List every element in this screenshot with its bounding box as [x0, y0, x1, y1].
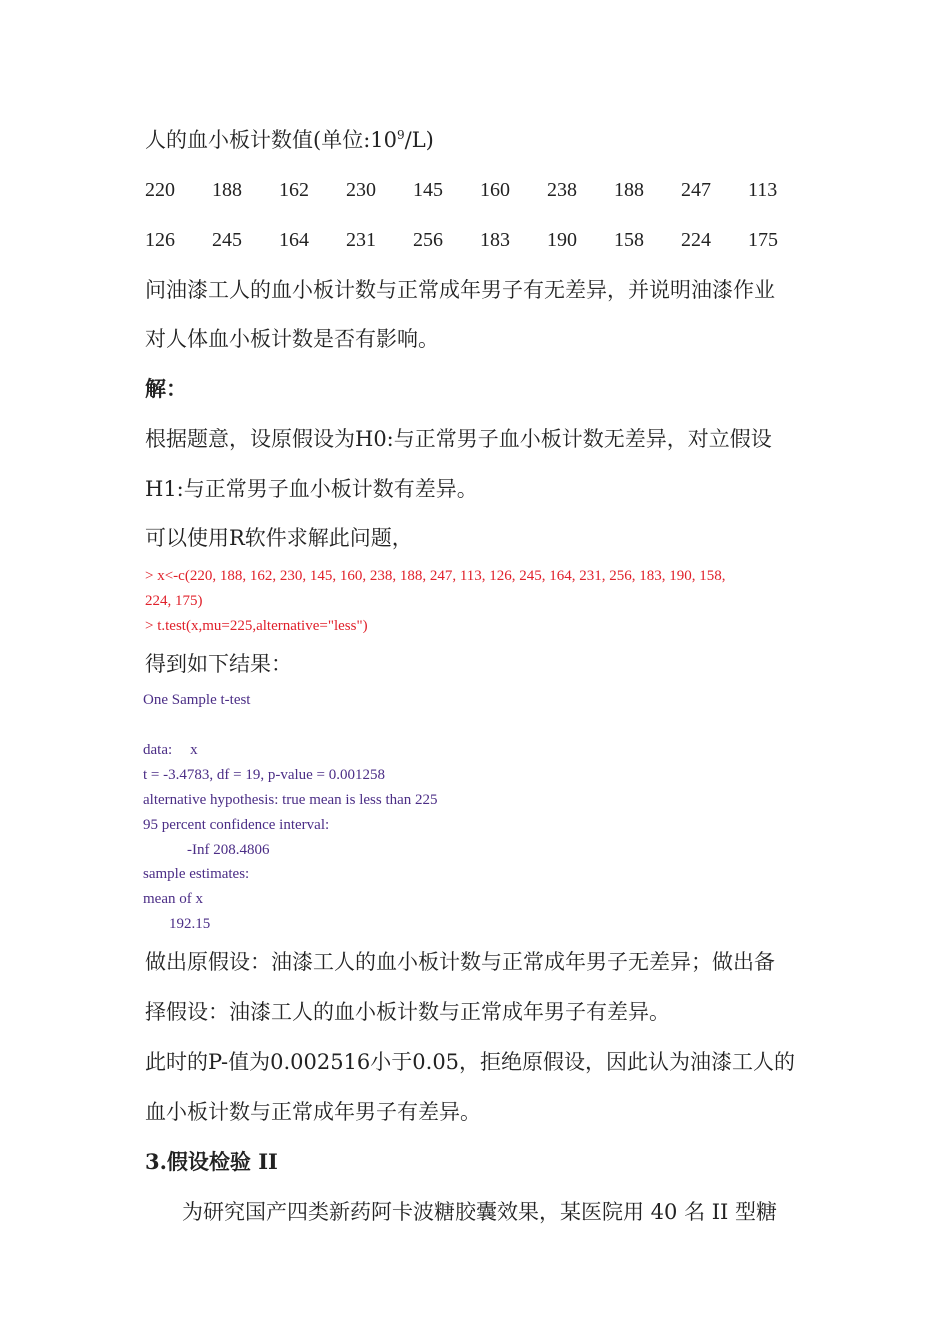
- output-alternative: alternative hypothesis: true mean is less than 225: [143, 792, 438, 808]
- output-estimates-label: sample estimates:: [143, 866, 250, 882]
- output-data-value: x: [190, 742, 198, 758]
- conclusion-line-1: 做出原假设：油漆工人的血小板计数与正常成年男子无差异；做出备: [145, 950, 775, 974]
- hypothesis-line-1: 根据题意，设原假设为H0:与正常男子血小板计数无差异，对立假设: [145, 427, 772, 451]
- output-mean-label: mean of x: [143, 891, 203, 907]
- platelet-value: 162: [279, 179, 309, 201]
- output-ci-values: -Inf 208.4806: [187, 842, 270, 858]
- solution-heading: 解：: [145, 376, 187, 401]
- platelet-value: 190: [547, 229, 577, 251]
- platelet-value: 247: [681, 179, 711, 201]
- platelet-value: 245: [212, 229, 242, 251]
- platelet-value: 188: [212, 179, 242, 201]
- output-stats: t = -3.4783, df = 19, p-value = 0.001258: [143, 767, 386, 783]
- platelet-value: 230: [346, 179, 376, 201]
- platelet-value: 164: [279, 229, 309, 251]
- conclusion-line-3: 此时的P-值为0.002516小于0.05，拒绝原假设，因此认为油漆工人的: [145, 1050, 796, 1074]
- output-mean-value: 192.15: [169, 916, 211, 932]
- output-ci-label: 95 percent confidence interval:: [143, 817, 330, 833]
- code-line-3: > t.test(x,mu=225,alternative="less"): [145, 618, 368, 634]
- platelet-value: 256: [413, 229, 443, 251]
- platelet-value: 145: [413, 179, 443, 201]
- intro-line: [145, 126, 434, 154]
- platelet-value: 188: [614, 179, 644, 201]
- platelet-value: 175: [748, 229, 778, 251]
- output-title: One Sample t-test: [143, 692, 251, 708]
- intro-prefix: 人的血小板计数值(单位:10: [145, 128, 397, 152]
- question-line-1: 问油漆工人的血小板计数与正常成年男子有无差异，并说明油漆作业: [145, 278, 775, 302]
- code-line-1: > x<-c(220, 188, 162, 230, 145, 160, 238, 188, 247, 113, 126, 245, 164, 231, 256, 183, 190, 158,: [145, 568, 726, 584]
- conclusion-line-4: 血小板计数与正常成年男子有差异。: [145, 1100, 481, 1124]
- conclusion-line-2: 择假设：油漆工人的血小板计数与正常成年男子有差异。: [145, 1000, 670, 1024]
- code-line-2: 224, 175): [145, 593, 203, 609]
- intro-exponent: 9: [397, 128, 405, 142]
- hypothesis-line-2: H1:与正常男子血小板计数有差异。: [145, 477, 478, 501]
- platelet-value: 231: [346, 229, 376, 251]
- platelet-value: 238: [547, 179, 577, 201]
- intro-suffix: /L): [404, 128, 434, 152]
- platelet-value: 160: [480, 179, 510, 201]
- question-line-2: 对人体血小板计数是否有影响。: [145, 327, 439, 351]
- platelet-value: 183: [480, 229, 510, 251]
- section-3-heading: 3.假设检验 II: [145, 1149, 278, 1174]
- results-label: 得到如下结果：: [145, 652, 292, 676]
- platelet-value: 224: [681, 229, 711, 251]
- output-data-line: [143, 738, 198, 763]
- use-r-line: 可以使用R软件求解此问题，: [145, 526, 413, 550]
- section-3-first-line: 为研究国产四类新药阿卡波糖胶囊效果，某医院用 40 名 II 型糖: [182, 1200, 778, 1224]
- platelet-value: 126: [145, 229, 175, 251]
- platelet-value: 113: [748, 179, 778, 201]
- platelet-value: 220: [145, 179, 175, 201]
- platelet-value: 158: [614, 229, 644, 251]
- output-data-label: data:: [143, 742, 173, 758]
